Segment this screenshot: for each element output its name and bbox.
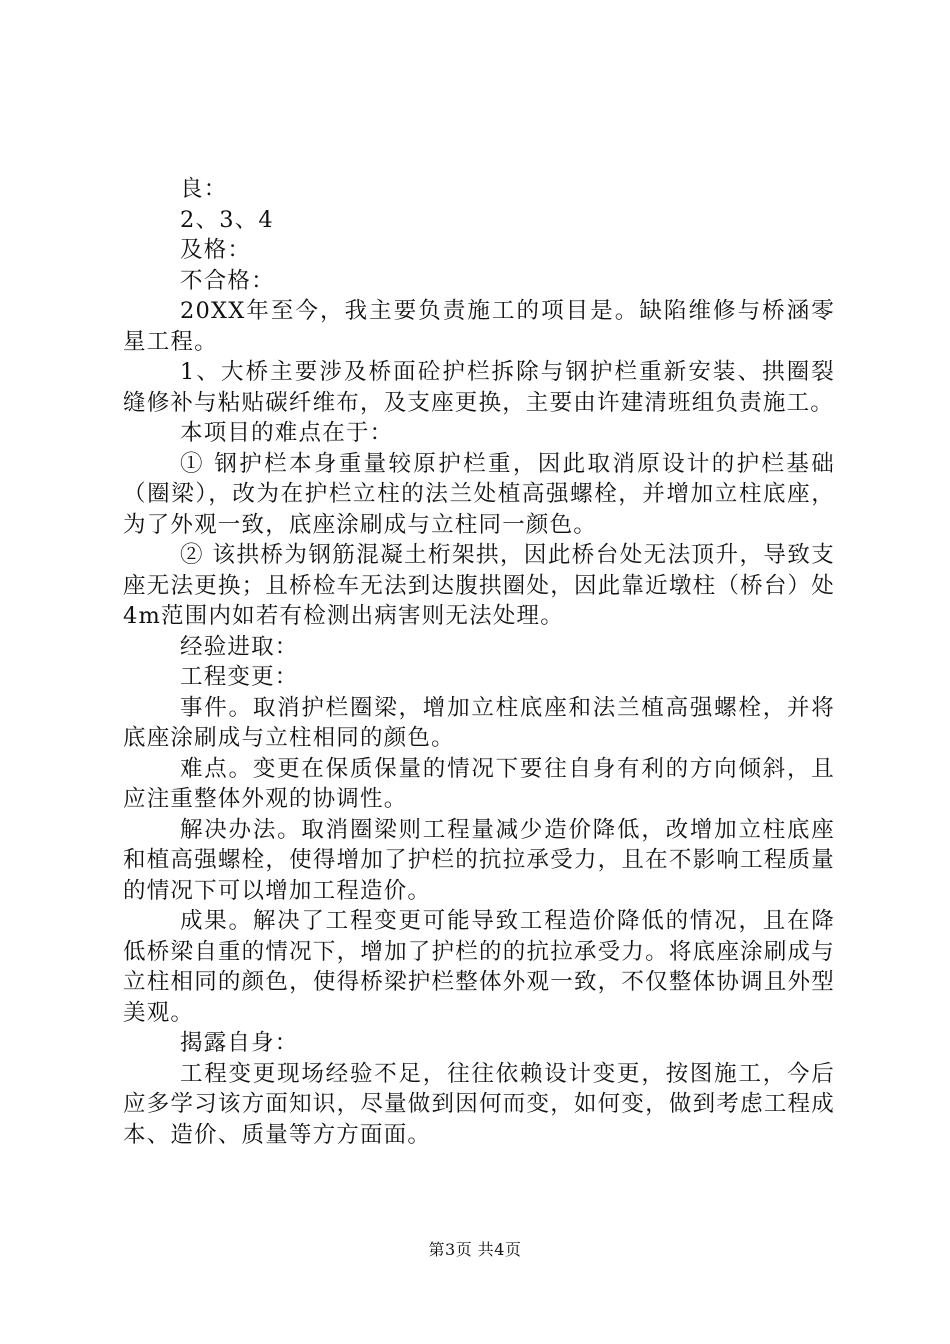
paragraph-self-heading: 揭露自身： xyxy=(180,1030,299,1056)
paragraph-result: 成果。解决了工程变更可能导致工程造价降低的情况，且在降低桥梁自重的情况下，增加了护栏的的抗拉承受力。将底座涂刷成与立柱相同的颜色，使得桥梁护栏整体外观一致，不仅整体协调且外型美观。 xyxy=(123,908,835,1026)
paragraph-change-heading: 工程变更： xyxy=(180,664,299,690)
paragraph-challenge: 难点。变更在保质保量的情况下要往自身有利的方向倾斜，且应注重整体外观的协调性。 xyxy=(123,755,835,812)
body-text xyxy=(123,174,835,1150)
paragraph-self-reflection: 工程变更现场经验不足，往往依赖设计变更，按图施工，今后应多学习该方面知识，尽量做到因何而变，如何变，做到考虑工程成本、造价、质量等方方面面。 xyxy=(123,1060,835,1148)
page-number-footer: 第3页 共4页 xyxy=(428,1240,522,1259)
paragraph-project-intro: 20XX年至今，我主要负责施工的项目是。缺陷维修与桥涵零星工程。 xyxy=(123,298,835,355)
paragraph-experience-heading: 经验进取： xyxy=(180,633,299,660)
paragraph-difficulty-1: ① 钢护栏本身重量较原护栏重，因此取消原设计的护栏基础（圈梁），改为在护栏立柱的法兰处植高强螺栓，并增加立柱底座，为了外观一致，底座涂刷成与立柱同一颜色。 xyxy=(123,450,835,538)
paragraph-bridge-scope: 1、大桥主要涉及桥面砼护栏拆除与钢护栏重新安装、拱圈裂缝修补与粘贴碳纤维布，及支座更换，主要由许建清班组负责施工。 xyxy=(123,359,835,416)
paragraph-grade-good: 良： xyxy=(180,176,228,202)
paragraph-solution: 解决办法。取消圈梁则工程量减少造价降低，改增加立柱底座和植高强螺栓，使得增加了护栏的抗拉承受力，且在不影响工程质量的情况下可以增加工程造价。 xyxy=(123,816,835,904)
paragraph-grade-fail: 不合格： xyxy=(180,267,275,294)
paragraph-grade-numbers: 2、3、4 xyxy=(180,206,274,233)
paragraph-grade-pass: 及格： xyxy=(180,237,252,263)
paragraph-difficulty-heading: 本项目的难点在于： xyxy=(180,420,394,446)
paragraph-event: 事件。取消护栏圈梁，增加立柱底座和法兰植高强螺栓，并将底座涂刷成与立柱相同的颜色。 xyxy=(123,694,835,751)
paragraph-difficulty-2: ② 该拱桥为钢筋混凝土桁架拱，因此桥台处无法顶升，导致支座无法更换；且桥检车无法到达腹拱圈处，因此靠近墩柱（桥台）处4m范围内如若有检测出病害则无法处理。 xyxy=(123,542,835,629)
